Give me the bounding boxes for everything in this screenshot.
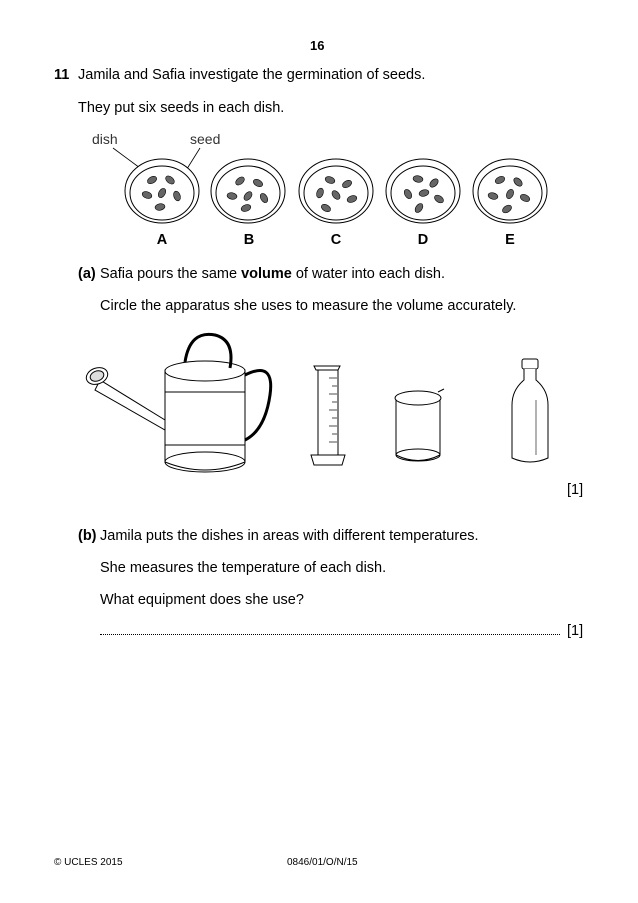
part-a-text bbox=[100, 266, 445, 282]
dish-letter-e: E bbox=[505, 232, 515, 248]
part-a-text-bold: volume bbox=[241, 266, 292, 282]
dish-C bbox=[299, 159, 373, 223]
question-number: 11 bbox=[54, 67, 70, 83]
part-b-line2: She measures the temperature of each dish. bbox=[100, 560, 387, 576]
watering-can-option[interactable] bbox=[82, 328, 278, 478]
part-b-answer-line[interactable] bbox=[100, 634, 560, 635]
part-b-line1: Jamila puts the dishes in areas with different temperatures. bbox=[100, 528, 479, 544]
part-a-text-after: of water into each dish. bbox=[291, 266, 445, 282]
dish-letter-b: B bbox=[243, 232, 255, 248]
dish-B bbox=[211, 159, 285, 223]
question-intro: Jamila and Safia investigate the germination of seeds. bbox=[78, 67, 426, 83]
part-b-label: (b) bbox=[78, 528, 97, 544]
footer-code: 0846/01/O/N/15 bbox=[287, 857, 358, 868]
page-number: 16 bbox=[310, 38, 325, 53]
part-a-instruction: Circle the apparatus she uses to measure the volume accurately. bbox=[100, 298, 517, 314]
bottle-option[interactable] bbox=[508, 355, 552, 470]
petri-dishes bbox=[125, 159, 547, 223]
dish-leader-line bbox=[113, 148, 140, 168]
dish-E bbox=[473, 159, 547, 223]
footer-copyright: © UCLES 2015 bbox=[54, 857, 123, 868]
part-a-text-before: Safia pours the same bbox=[100, 266, 242, 282]
dish-letter-c: C bbox=[330, 232, 342, 248]
seed-leader-line bbox=[180, 148, 200, 180]
dish-label: dish bbox=[92, 131, 118, 147]
dish-D bbox=[386, 159, 460, 223]
part-b-question: What equipment does she use? bbox=[100, 592, 304, 608]
measuring-cylinder-option[interactable] bbox=[306, 360, 350, 470]
part-a-marks: [1] bbox=[567, 482, 584, 498]
seeds bbox=[141, 174, 531, 214]
part-b-marks: [1] bbox=[567, 623, 584, 639]
question-setup: They put six seeds in each dish. bbox=[78, 100, 285, 116]
dish-letter-d: D bbox=[417, 232, 429, 248]
seed-label: seed bbox=[190, 131, 221, 147]
dish-A bbox=[125, 159, 199, 223]
part-a-label: (a) bbox=[78, 266, 96, 282]
dish-letter-a: A bbox=[156, 232, 168, 248]
beaker-option[interactable] bbox=[390, 385, 448, 470]
